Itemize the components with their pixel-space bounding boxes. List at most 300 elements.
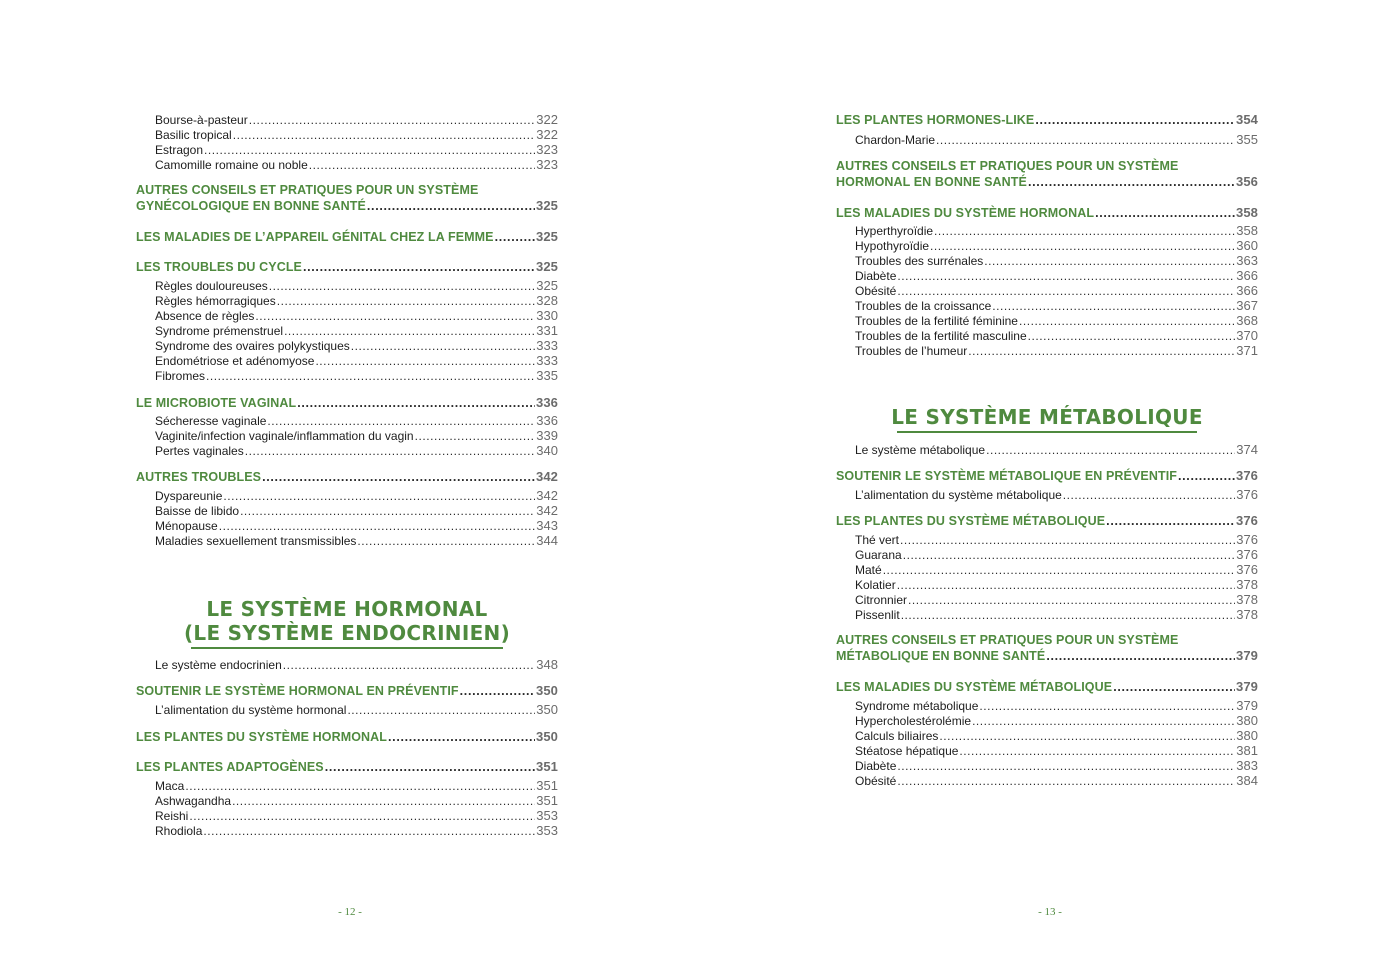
dot-leader [357, 534, 535, 548]
toc-page-number: 358 [1236, 223, 1258, 238]
toc-label: L’alimentation du système hormonal [155, 703, 347, 717]
toc-entry [836, 592, 1258, 607]
toc-row [855, 298, 1258, 313]
toc-page-number: 323 [536, 142, 558, 157]
toc-page-number: 376 [1236, 468, 1258, 483]
section-title-line-1: LE SYSTÈME MÉTABOLIQUE [891, 405, 1203, 429]
dot-leader [984, 254, 1235, 268]
toc-page-number: 351 [536, 778, 558, 793]
toc-entry [836, 547, 1258, 562]
dot-leader [223, 489, 535, 503]
toc-label: Syndrome métabolique [855, 699, 979, 713]
toc-label: Dyspareunie [155, 489, 223, 503]
toc-entry [136, 443, 558, 458]
toc-label: LES MALADIES DE L’APPAREIL GÉNITAL CHEZ LA FEMME [136, 230, 494, 244]
toc-entry [836, 253, 1258, 268]
toc-page-number: 379 [1236, 648, 1258, 663]
toc-row [855, 487, 1258, 502]
toc-row [155, 368, 558, 383]
toc-row [155, 488, 558, 503]
dot-leader [240, 504, 535, 518]
toc-row [155, 533, 558, 548]
toc-row [136, 198, 558, 213]
toc-heading-line-1: AUTRES CONSEILS ET PRATIQUES POUR UN SYSTÈME [836, 159, 1179, 173]
toc-row [855, 268, 1258, 283]
toc-label: Le système endocrinien [155, 658, 282, 672]
toc-heading [836, 633, 1258, 663]
toc-label: Fibromes [155, 369, 206, 383]
toc-label: Calculs biliaires [855, 729, 939, 743]
toc-heading [836, 112, 1258, 127]
dot-leader [245, 444, 536, 458]
toc-label: Bourse-à-pasteur [155, 113, 248, 127]
toc-row [155, 702, 558, 717]
dot-leader [901, 608, 1236, 622]
dot-leader [255, 309, 535, 323]
toc-row [136, 395, 558, 410]
toc-row [155, 413, 558, 428]
toc-page-number: 325 [536, 198, 558, 213]
toc-page-number: 325 [536, 278, 558, 293]
dot-leader [908, 593, 1235, 607]
section-title-line-1: LE SYSTÈME HORMONAL [206, 597, 488, 621]
toc-heading [836, 159, 1258, 189]
toc-entry [136, 157, 558, 172]
toc-page-number: 356 [1236, 174, 1258, 189]
dot-leader [232, 794, 535, 808]
toc-page-number: 322 [536, 127, 558, 142]
toc-row [136, 469, 558, 484]
toc-row [155, 308, 558, 323]
toc-label: SOUTENIR LE SYSTÈME MÉTABOLIQUE EN PRÉVENTIF [836, 469, 1178, 483]
toc-label: Ashwagandha [155, 794, 232, 808]
toc-page-number: 343 [536, 518, 558, 533]
toc-entry [836, 223, 1258, 238]
toc-row [836, 174, 1258, 189]
toc-entry [136, 308, 558, 323]
toc-heading-line-1: AUTRES CONSEILS ET PRATIQUES POUR UN SYSTÈME [836, 633, 1179, 647]
dot-leader [277, 294, 536, 308]
toc-label: Troubles des surrénales [855, 254, 984, 268]
toc-row [855, 442, 1258, 457]
toc-row [855, 313, 1258, 328]
toc-entry [836, 132, 1258, 147]
toc-page-number: 336 [536, 395, 558, 410]
dot-leader [897, 578, 1236, 592]
toc-page-number: 325 [536, 259, 558, 274]
toc-page-number: 342 [536, 503, 558, 518]
dot-leader [249, 113, 536, 127]
toc-heading-line-1: AUTRES CONSEILS ET PRATIQUES POUR UN SYSTÈME [136, 183, 479, 197]
toc-page-number: 323 [536, 157, 558, 172]
toc-page-number: 331 [536, 323, 558, 338]
toc-label: LES TROUBLES DU CYCLE [136, 260, 302, 274]
dot-leader [992, 299, 1235, 313]
dot-leader [883, 563, 1236, 577]
dot-leader [936, 133, 1235, 147]
dot-leader [267, 414, 535, 428]
right-page [700, 0, 1400, 958]
dot-leader [934, 224, 1235, 238]
dot-leader [897, 759, 1235, 773]
toc-row [855, 132, 1258, 147]
toc-label: Hypothyroïdie [855, 239, 930, 253]
toc-page-number: 360 [1236, 238, 1258, 253]
toc-heading [136, 183, 558, 213]
toc-row [855, 343, 1258, 358]
toc-row [136, 683, 558, 698]
toc-row [836, 648, 1258, 663]
toc-row [155, 503, 558, 518]
toc-label: HORMONAL EN BONNE SANTÉ [836, 175, 1027, 189]
toc-heading [836, 205, 1258, 220]
toc-page-number: 325 [536, 229, 558, 244]
toc-label: Chardon-Marie [855, 133, 936, 147]
dot-leader [309, 158, 536, 172]
toc-row [155, 323, 558, 338]
toc-row [855, 728, 1258, 743]
toc-row [855, 328, 1258, 343]
toc-heading [136, 683, 558, 698]
toc-entry [836, 713, 1258, 728]
toc-entry [136, 778, 558, 793]
dot-leader [986, 443, 1235, 457]
toc-entry [836, 562, 1258, 577]
toc-heading [136, 759, 558, 774]
toc-label: Ménopause [155, 519, 218, 533]
toc-label: Règles hémorragiques [155, 294, 276, 308]
toc-entry [836, 577, 1258, 592]
toc-label: Absence de règles [155, 309, 255, 323]
toc-row [855, 713, 1258, 728]
toc-label: Diabète [855, 759, 897, 773]
toc-page-number: 380 [1236, 713, 1258, 728]
toc-row [836, 205, 1258, 220]
dot-leader [284, 324, 535, 338]
toc-entry [136, 533, 558, 548]
toc-label: Sécheresse vaginale [155, 414, 267, 428]
toc-page-number: 378 [1236, 592, 1258, 607]
toc-row [136, 729, 558, 744]
toc-label: Pertes vaginales [155, 444, 244, 458]
toc-label: LES PLANTES DU SYSTÈME HORMONAL [136, 730, 388, 744]
dot-leader [297, 396, 535, 410]
toc-entry [136, 823, 558, 838]
section-title-line-2: (LE SYSTÈME ENDOCRINIEN) [183, 621, 511, 645]
dot-leader [388, 730, 535, 744]
toc-entry [836, 532, 1258, 547]
toc-page-number: 378 [1236, 577, 1258, 592]
toc-entry [136, 702, 558, 717]
dot-leader [903, 548, 1236, 562]
toc-label: LES MALADIES DU SYSTÈME MÉTABOLIQUE [836, 680, 1113, 694]
toc-row [155, 293, 558, 308]
toc-row [155, 142, 558, 157]
dot-leader [315, 354, 535, 368]
toc-entry [836, 487, 1258, 502]
toc-page-number: 353 [536, 808, 558, 823]
toc-row [155, 823, 558, 838]
toc-page-number: 351 [536, 793, 558, 808]
toc-page-number: 328 [536, 293, 558, 308]
toc-row [855, 698, 1258, 713]
dot-leader [283, 658, 536, 672]
toc-row [155, 443, 558, 458]
toc-page-number: 370 [1236, 328, 1258, 343]
toc-label: Stéatose hépatique [855, 744, 959, 758]
dot-leader [233, 128, 536, 142]
toc-entry [136, 142, 558, 157]
toc-page-number: 378 [1236, 607, 1258, 622]
toc-heading [836, 679, 1258, 694]
dot-leader [897, 269, 1235, 283]
toc-label: Hypercholestérolémie [855, 714, 972, 728]
toc-entry [136, 293, 558, 308]
section-title-metabolique [836, 405, 1258, 433]
toc-heading [836, 468, 1258, 483]
toc-page-number: 383 [1236, 758, 1258, 773]
toc-label: LES PLANTES DU SYSTÈME MÉTABOLIQUE [836, 514, 1106, 528]
toc-row [155, 657, 558, 672]
toc-row [136, 229, 558, 244]
dot-leader [367, 199, 535, 213]
toc-label: Le système métabolique [855, 443, 986, 457]
dot-leader [930, 239, 1235, 253]
toc-row [855, 223, 1258, 238]
toc-page-number: 376 [1236, 562, 1258, 577]
toc-row [855, 253, 1258, 268]
toc-heading [836, 513, 1258, 528]
toc-page-number: 376 [1236, 513, 1258, 528]
dot-leader [1178, 469, 1235, 483]
toc-entry [136, 353, 558, 368]
toc-row [155, 518, 558, 533]
dot-leader [939, 729, 1235, 743]
toc-page-number: 379 [1236, 698, 1258, 713]
dot-leader [1113, 680, 1235, 694]
toc-row [836, 112, 1258, 127]
dot-leader [347, 703, 535, 717]
toc-entry [836, 238, 1258, 253]
toc-label: Maladies sexuellement transmissibles [155, 534, 357, 548]
toc-row [836, 513, 1258, 528]
toc-entry [136, 338, 558, 353]
toc-page-number: 330 [536, 308, 558, 323]
toc-entry [836, 698, 1258, 713]
toc-page-number: 366 [1236, 283, 1258, 298]
toc-entry [136, 413, 558, 428]
toc-label: Guarana [855, 548, 902, 562]
dot-leader [972, 714, 1235, 728]
section-title-underline [897, 431, 1197, 433]
dot-leader [325, 760, 535, 774]
toc-row [155, 808, 558, 823]
toc-label: LES PLANTES ADAPTOGÈNES [136, 760, 324, 774]
toc-label: Hyperthyroïdie [855, 224, 934, 238]
toc-row [855, 562, 1258, 577]
toc-row [855, 607, 1258, 622]
toc-label: Vaginite/infection vaginale/inflammation du vagin [155, 429, 414, 443]
section-title-underline [191, 647, 503, 649]
toc-row [136, 759, 558, 774]
dot-leader [1095, 206, 1235, 220]
toc-entry [836, 343, 1258, 358]
toc-row [855, 283, 1258, 298]
toc-page-number: 376 [1236, 532, 1258, 547]
dot-leader [1028, 175, 1235, 189]
toc-page-number: 358 [1236, 205, 1258, 220]
toc-page-number: 322 [536, 112, 558, 127]
toc-page-number: 376 [1236, 547, 1258, 562]
toc-page-number: 348 [536, 657, 558, 672]
dot-leader [968, 344, 1235, 358]
toc-entry [136, 488, 558, 503]
toc-row [855, 577, 1258, 592]
toc-label: Maté [855, 563, 882, 577]
toc-label: Diabète [855, 269, 897, 283]
toc-label: GYNÉCOLOGIQUE EN BONNE SANTÉ [136, 199, 366, 213]
toc-entry [136, 127, 558, 142]
toc-label: Basilic tropical [155, 128, 232, 142]
page-number: - 13 - [1038, 906, 1062, 918]
toc-entry [836, 313, 1258, 328]
toc-label: Syndrome prémenstruel [155, 324, 284, 338]
toc-row [155, 278, 558, 293]
toc-label: MÉTABOLIQUE EN BONNE SANTÉ [836, 649, 1046, 663]
toc-entry [136, 368, 558, 383]
toc-label: AUTRES TROUBLES [136, 470, 262, 484]
toc-entry [836, 283, 1258, 298]
toc-row [855, 238, 1258, 253]
toc-label: Camomille romaine ou noble [155, 158, 308, 172]
toc-entry [836, 442, 1258, 457]
toc-page-number: 380 [1236, 728, 1258, 743]
toc-entry [136, 808, 558, 823]
toc-heading [136, 395, 558, 410]
toc-label: Endométriose et adénomyose [155, 354, 315, 368]
toc-entry [136, 793, 558, 808]
toc-entry [136, 428, 558, 443]
toc-entry [136, 278, 558, 293]
toc-label: SOUTENIR LE SYSTÈME HORMONAL EN PRÉVENTIF [136, 684, 459, 698]
dot-leader [959, 744, 1235, 758]
dot-leader [900, 533, 1235, 547]
toc-row [155, 127, 558, 142]
toc-entry [136, 518, 558, 533]
toc-page-number: 367 [1236, 298, 1258, 313]
toc-label: Troubles de la fertilité féminine [855, 314, 1018, 328]
toc-entry [136, 503, 558, 518]
dot-leader [269, 279, 536, 293]
toc-page-number: 384 [1236, 773, 1258, 788]
toc-label: Citronnier [855, 593, 908, 607]
dot-leader [204, 143, 535, 157]
toc-row [855, 532, 1258, 547]
toc-row [855, 743, 1258, 758]
toc-page-number: 376 [1236, 487, 1258, 502]
dot-leader [351, 339, 536, 353]
dot-leader [219, 519, 536, 533]
toc-page-number: 350 [536, 683, 558, 698]
dot-leader [1028, 329, 1236, 343]
dot-leader [1046, 649, 1235, 663]
toc-row [136, 259, 558, 274]
section-title-hormonal [136, 597, 558, 649]
toc-heading [136, 229, 558, 244]
dot-leader [495, 230, 535, 244]
dot-leader [203, 824, 535, 838]
toc-label: Obésité [855, 774, 897, 788]
toc-row [855, 592, 1258, 607]
toc-label: Estragon [155, 143, 204, 157]
dot-leader [897, 284, 1235, 298]
dot-leader [1035, 113, 1235, 127]
toc-page-number: 344 [536, 533, 558, 548]
toc-row [155, 338, 558, 353]
toc-entry [836, 758, 1258, 773]
toc-heading [136, 729, 558, 744]
dot-leader [262, 470, 535, 484]
toc-page-number: 339 [536, 428, 558, 443]
dot-leader [1106, 514, 1235, 528]
page-number: - 12 - [338, 906, 362, 918]
dot-leader [897, 774, 1235, 788]
dot-leader [303, 260, 535, 274]
toc-label: Pissenlit [855, 608, 900, 622]
toc-label: LE MICROBIOTE VAGINAL [136, 396, 297, 410]
toc-entry [836, 298, 1258, 313]
toc-row [855, 773, 1258, 788]
dot-leader [189, 809, 535, 823]
toc-label: Reishi [155, 809, 189, 823]
toc-page-number: 363 [1236, 253, 1258, 268]
toc-page-number: 368 [1236, 313, 1258, 328]
toc-row [155, 793, 558, 808]
toc-heading [136, 469, 558, 484]
toc-entry [136, 112, 558, 127]
toc-page-number: 379 [1236, 679, 1258, 694]
toc-row [155, 112, 558, 127]
toc-page-number: 353 [536, 823, 558, 838]
toc-label: Règles douloureuses [155, 279, 268, 293]
toc-label: Maca [155, 779, 185, 793]
toc-page-number: 354 [1236, 112, 1258, 127]
toc-entry [836, 607, 1258, 622]
toc-page-number: 351 [536, 759, 558, 774]
toc-label: Syndrome des ovaires polykystiques [155, 339, 350, 353]
toc-page-number: 335 [536, 368, 558, 383]
toc-label: LES MALADIES DU SYSTÈME HORMONAL [836, 206, 1095, 220]
dot-leader [979, 699, 1235, 713]
toc-row [155, 353, 558, 368]
toc-row [855, 547, 1258, 562]
toc-row [836, 679, 1258, 694]
toc-entry [836, 728, 1258, 743]
dot-leader [206, 369, 535, 383]
toc-page-number: 342 [536, 469, 558, 484]
toc-entry [836, 743, 1258, 758]
toc-row [855, 758, 1258, 773]
toc-page-number: 350 [536, 729, 558, 744]
toc-page-number: 333 [536, 353, 558, 368]
dot-leader [415, 429, 536, 443]
toc-entry [136, 323, 558, 338]
toc-heading [136, 259, 558, 274]
toc-page-number: 350 [536, 702, 558, 717]
toc-label: Troubles de la croissance [855, 299, 992, 313]
toc-entry [136, 657, 558, 672]
dot-leader [1063, 488, 1236, 502]
